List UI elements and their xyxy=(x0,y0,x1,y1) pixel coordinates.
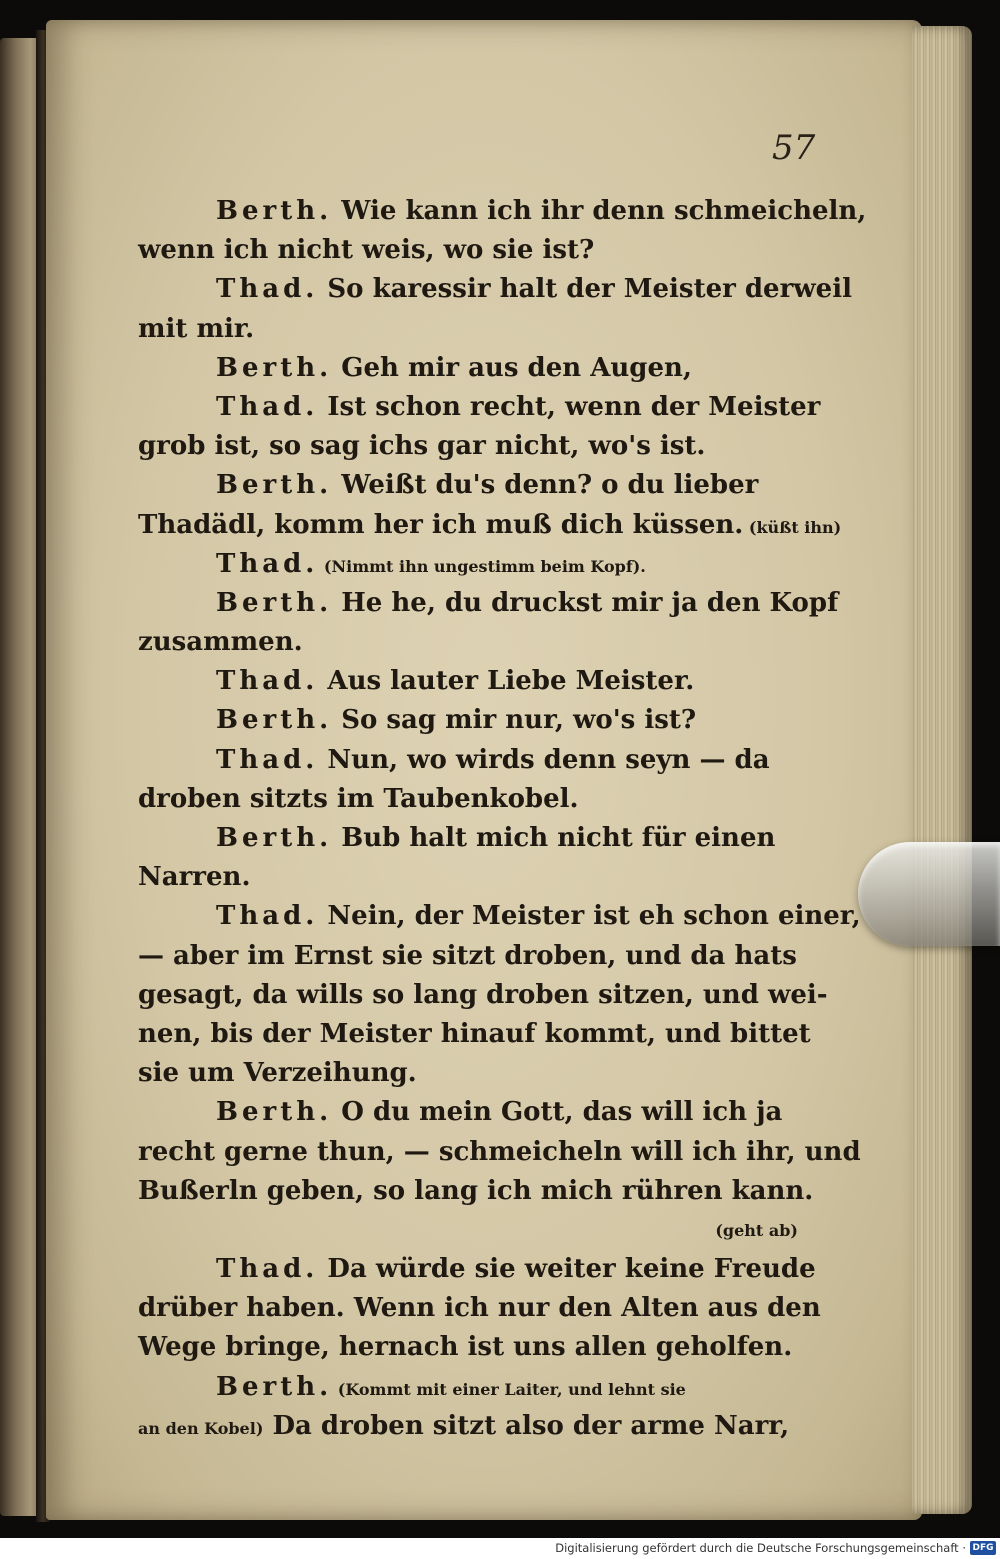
line-text: zusammen. xyxy=(138,627,303,658)
speaker-name: Berth. xyxy=(216,352,333,383)
speaker-name: Berth. xyxy=(216,587,333,618)
text-line xyxy=(138,310,828,349)
speaker-name: Thad. xyxy=(216,901,319,932)
text-line xyxy=(138,1133,861,1172)
text-line xyxy=(138,780,828,819)
text-line xyxy=(138,662,828,701)
line-text: Narren. xyxy=(138,862,251,893)
page-edges xyxy=(912,26,972,1514)
text-line xyxy=(138,231,828,270)
text-line xyxy=(138,1211,828,1250)
line-text: Nein, der Meister ist eh schon einer, xyxy=(318,901,861,932)
stage-direction: (küßt ihn) xyxy=(743,517,842,537)
line-text: Weißt du's denn? o du lieber xyxy=(332,470,759,501)
speaker-name: Berth. xyxy=(216,1371,333,1402)
line-text: droben sitzts im Taubenkobel. xyxy=(138,783,579,814)
line-text: mit mir. xyxy=(138,313,255,344)
text-line xyxy=(138,976,828,1015)
text-line xyxy=(138,427,828,466)
play-text xyxy=(138,192,867,1446)
text-line xyxy=(138,623,828,662)
line-text: drüber haben. Wenn ich nur den Alten aus den xyxy=(138,1293,821,1324)
speaker-name: Berth. xyxy=(216,823,333,853)
stage-direction: (Nimmt ihn ungestimm beim Kopf). xyxy=(318,556,646,576)
line-text: He he, du druckst mir ja den Kopf xyxy=(332,587,839,618)
text-line xyxy=(138,741,828,780)
page-clamp xyxy=(858,842,1000,946)
text-line xyxy=(138,270,852,309)
line-text: Thadädl, komm her ich muß dich küssen. xyxy=(138,509,744,540)
line-text: recht gerne thun, — schmeicheln will ich ihr, und xyxy=(138,1136,861,1167)
line-text: Nun, wo wirds denn seyn — da xyxy=(318,744,770,775)
speaker-name: Thad. xyxy=(216,391,319,422)
text-line xyxy=(138,897,861,936)
line-text: Da würde sie weiter keine Freude xyxy=(318,1254,816,1285)
text-line xyxy=(138,1250,828,1289)
line-text: Wie kann ich ihr denn schmeicheln, xyxy=(332,196,867,226)
line-text: Bub halt mich nicht für einen xyxy=(332,823,776,853)
line-text: Ist schon recht, wenn der Meister xyxy=(318,391,821,422)
text-line xyxy=(138,858,828,897)
text-line xyxy=(138,466,828,505)
line-text: Bußerln geben, so lang ich mich rühren kann. xyxy=(138,1175,814,1206)
text-line xyxy=(138,1289,828,1328)
stage-direction: (geht ab) xyxy=(715,1220,798,1240)
speaker-name: Berth. xyxy=(216,705,333,736)
speaker-name: Berth. xyxy=(216,1097,333,1128)
text-line xyxy=(138,1054,828,1093)
line-text: Aus lauter Liebe Meister. xyxy=(318,666,695,697)
page-number: 57 xyxy=(772,128,816,168)
speaker-name: Thad. xyxy=(216,1254,319,1285)
line-text: sie um Verzeihung. xyxy=(138,1058,417,1089)
dfg-logo-icon: DFG xyxy=(970,1541,996,1555)
speaker-name: Thad. xyxy=(216,274,319,305)
line-text: Wege bringe, hernach ist uns allen geholfen. xyxy=(138,1332,793,1363)
text-line xyxy=(138,545,828,584)
line-text: So karessir halt der Meister derweil xyxy=(318,274,852,305)
line-text: Geh mir aus den Augen, xyxy=(332,352,692,383)
speaker-name: Thad. xyxy=(216,744,319,775)
line-text: nen, bis der Meister hinauf kommt, und bittet xyxy=(138,1018,811,1049)
text-line xyxy=(138,1172,828,1211)
text-line xyxy=(138,1368,828,1407)
line-text: grob ist, so sag ichs gar nicht, wo's ist. xyxy=(138,431,706,462)
line-text: — aber im Ernst sie sitzt droben, und da hats xyxy=(138,940,797,971)
text-line xyxy=(138,192,867,231)
line-text: gesagt, da wills so lang droben sitzen, und wei- xyxy=(138,979,828,1010)
text-line xyxy=(138,388,828,427)
line-text: wenn ich nicht weis, wo sie ist? xyxy=(138,235,595,266)
text-line xyxy=(138,701,828,740)
speaker-name: Berth. xyxy=(216,196,333,226)
text-line xyxy=(138,819,828,858)
line-text: So sag mir nur, wo's ist? xyxy=(332,705,697,736)
line-text: Da droben sitzt also der arme Narr, xyxy=(263,1410,790,1441)
speaker-name: Berth. xyxy=(216,470,333,501)
stage-direction: an den Kobel) xyxy=(138,1418,264,1438)
line-text: O du mein Gott, das will ich ja xyxy=(332,1097,783,1128)
text-line xyxy=(138,1328,828,1367)
text-line xyxy=(138,1015,828,1054)
text-line xyxy=(138,1407,828,1446)
footer-credit: Digitalisierung gefördert durch die Deutsche Forschungsgemeinschaft · xyxy=(555,1541,966,1555)
speaker-name: Thad. xyxy=(216,548,319,579)
footer-bar xyxy=(0,1538,1000,1559)
text-line xyxy=(138,584,839,623)
text-line xyxy=(138,506,842,545)
text-line xyxy=(138,937,828,976)
speaker-name: Thad. xyxy=(216,666,319,697)
text-line xyxy=(138,1093,828,1132)
text-line xyxy=(138,349,828,388)
stage-direction: (Kommt mit einer Laiter, und lehnt sie xyxy=(332,1379,686,1399)
